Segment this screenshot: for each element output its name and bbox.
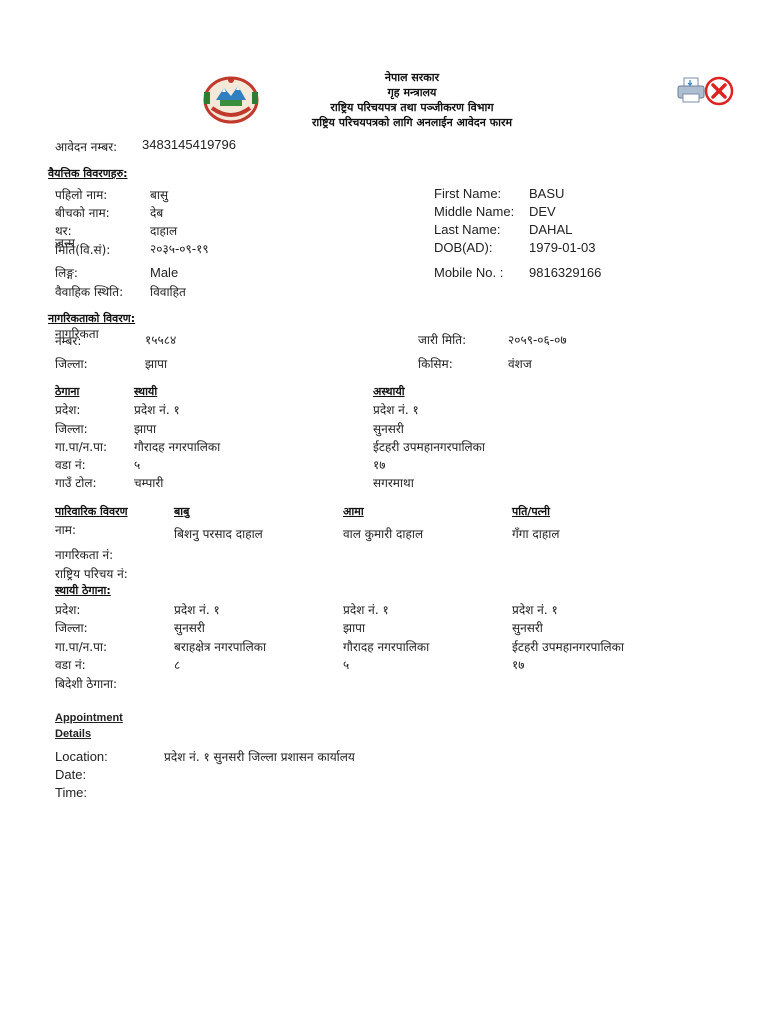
last-name-en-value: DAHAL: [529, 222, 573, 237]
printer-icon[interactable]: [676, 76, 706, 104]
citizenship-district-value: झापा: [145, 357, 168, 371]
family-address-row-label: प्रदेश:: [55, 603, 81, 617]
appointment-title-line-2: Details: [55, 728, 92, 740]
spouse-name-value: गँगा दाहाल: [512, 527, 560, 541]
family-mother-title: आमा: [343, 505, 364, 518]
last-name-en-label: Last Name:: [434, 222, 501, 237]
middle-name-np-label: बीचको नाम:: [55, 206, 110, 220]
spouse-address-value: ईटहरी उपमहानगरपालिका: [512, 640, 625, 654]
appointment-location-value: प्रदेश नं. १ सुनसरी जिल्ला प्रशासन कार्यालय: [164, 750, 355, 764]
address-permanent-value: झापा: [134, 422, 157, 436]
first-name-en-value: BASU: [529, 186, 565, 201]
address-temporary-value: १७: [373, 458, 386, 472]
nepal-emblem-logo: [202, 74, 260, 124]
citizenship-district-label: जिल्ला:: [55, 357, 88, 371]
middle-name-en-value: DEV: [529, 204, 556, 219]
address-row-label: गाउँ टोल:: [55, 476, 97, 490]
address-permanent-value: चम्पारी: [134, 476, 164, 490]
spouse-address-value: प्रदेश नं. १: [512, 603, 558, 617]
gender-value: Male: [150, 265, 179, 280]
marital-status-value: विवाहित: [150, 285, 186, 299]
address-row-label: गा.पा/न.पा:: [55, 440, 108, 454]
address-permanent-value: ५: [134, 458, 141, 472]
family-father-title: बाबु: [174, 505, 190, 518]
father-address-value: सुनसरी: [174, 621, 205, 635]
mother-address-value: झापा: [343, 621, 366, 635]
address-temporary-title: अस्थायी: [373, 385, 405, 398]
family-section-title: पारिवारिक विवरण: [55, 505, 128, 518]
dob-en-label: DOB(AD):: [434, 240, 493, 255]
citizenship-section-title: नागरिकताको विवरण:: [48, 312, 136, 325]
first-name-np-value: बासु: [150, 188, 169, 202]
address-temporary-value: प्रदेश नं. १: [373, 403, 419, 417]
address-temporary-value: ईटहरी उपमहानगरपालिका: [373, 440, 486, 454]
application-number-label: आवेदन नम्बर:: [55, 140, 118, 154]
personal-section-title: वैयत्तिक विवरणहरु:: [48, 167, 128, 180]
appointment-time-label: Time:: [55, 785, 88, 800]
mother-address-value: प्रदेश नं. १: [343, 603, 389, 617]
family-address-row-label: गा.पा/न.पा:: [55, 640, 108, 654]
citizenship-issue-date-value: २०५९-०६-०७: [508, 333, 567, 347]
mother-address-value: गौरादह नगरपालिका: [343, 640, 430, 654]
citizenship-type-value: वंशज: [508, 357, 532, 371]
spouse-address-value: १७: [512, 658, 525, 672]
family-national-id-label: राष्ट्रिय परिचय नं:: [55, 567, 128, 581]
father-address-value: प्रदेश नं. १: [174, 603, 220, 617]
first-name-np-label: पहिलो नाम:: [55, 188, 108, 202]
appointment-date-label: Date:: [55, 767, 87, 782]
header-line-2: गृह मन्त्रालय: [387, 86, 437, 99]
address-row-label: प्रदेश:: [55, 403, 81, 417]
citizenship-number-value: १५५८४: [145, 333, 177, 347]
family-address-row-label: जिल्ला:: [55, 621, 88, 635]
family-permanent-address-title: स्थायी ठेगाना:: [55, 584, 111, 597]
citizenship-type-label: किसिम:: [418, 357, 453, 371]
address-section-title: ठेगाना: [55, 385, 80, 398]
mobile-label: Mobile No. :: [434, 265, 504, 280]
mobile-value: 9816329166: [529, 265, 602, 280]
gender-label: लिङ्ग:: [55, 266, 78, 280]
foreign-address-label: बिदेशी ठेगाना:: [55, 677, 118, 691]
middle-name-np-value: देब: [150, 206, 164, 220]
dob-np-value: २०३५-०९-१९: [150, 242, 209, 256]
middle-name-en-label: Middle Name:: [434, 204, 515, 219]
mother-address-value: ५: [343, 658, 350, 672]
first-name-en-label: First Name:: [434, 186, 502, 201]
spouse-address-value: सुनसरी: [512, 621, 543, 635]
address-row-label: वडा नं:: [55, 458, 86, 472]
close-icon[interactable]: [704, 76, 734, 106]
citizenship-number-label: नागरिकता नम्बर:: [55, 327, 99, 348]
last-name-np-label: थर:: [55, 224, 72, 238]
marital-status-label: वैवाहिक स्थिति:: [55, 285, 124, 299]
address-permanent-value: प्रदेश नं. १: [134, 403, 180, 417]
application-number-value: 3483145419796: [142, 137, 236, 152]
citizenship-issue-date-label: जारी मिति:: [418, 333, 467, 347]
family-address-row-label: वडा नं:: [55, 658, 86, 672]
father-address-value: ८: [174, 658, 181, 672]
header-line-4: राष्ट्रिय परिचयपत्रको लागि अनलाईन आवेदन फारम: [311, 116, 513, 129]
address-row-label: जिल्ला:: [55, 422, 88, 436]
address-permanent-title: स्थायी: [134, 385, 158, 398]
dob-np-label: जन्म मिति(वि.सं):: [55, 236, 111, 257]
family-spouse-title: पति/पत्नी: [512, 505, 550, 518]
family-name-label: नाम:: [55, 523, 76, 537]
father-address-value: बराहक्षेत्र नगरपालिका: [174, 640, 267, 654]
dob-en-value: 1979-01-03: [529, 240, 596, 255]
appointment-section-title: [55, 710, 145, 742]
last-name-np-value: दाहाल: [150, 224, 178, 238]
header-line-1: नेपाल सरकार: [384, 71, 440, 84]
address-permanent-value: गौरादह नगरपालिका: [134, 440, 221, 454]
header-line-3: राष्ट्रिय परिचयपत्र तथा पञ्जीकरण विभाग: [330, 101, 494, 114]
father-name-value: बिशनु परसाद दाहाल: [174, 527, 263, 541]
address-temporary-value: सगरमाथा: [373, 476, 414, 490]
address-temporary-value: सुनसरी: [373, 422, 404, 436]
family-citizenship-label: नागरिकता नं:: [55, 548, 114, 562]
appointment-location-label: Location:: [55, 749, 108, 764]
mother-name-value: वाल कुमारी दाहाल: [343, 527, 424, 541]
appointment-title-line-1: Appointment: [55, 712, 123, 724]
